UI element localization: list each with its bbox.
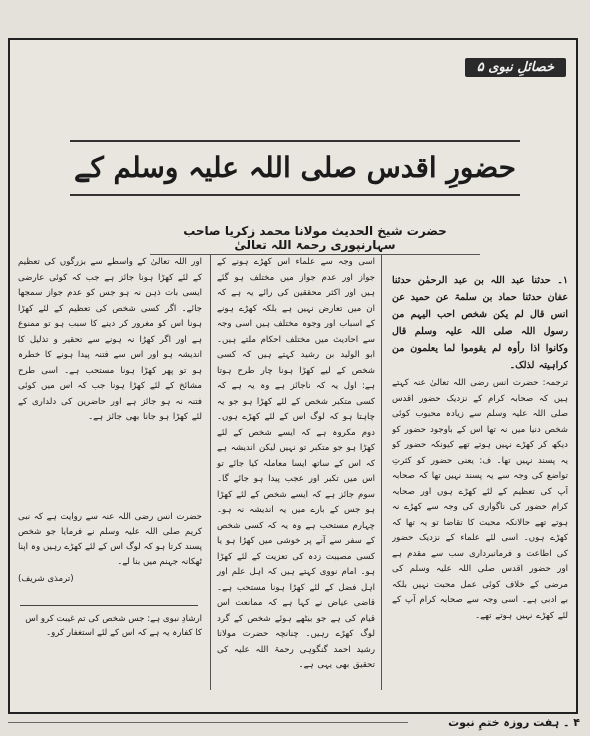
divider — [20, 605, 198, 606]
column-left — [18, 255, 202, 495]
hadith-translation: ترجمہ: حضرت انس رضی اللہ تعالیٰ عنہ کہتے ہیں کہ صحابہ کرام کے نزدیک حضور اقدس صلی اللہ علیہ وسلم سے زیادہ محبوب کوئی شخص دنیا میں نہ تھا اس کے باوجود حضور کو دیکھ کر کھڑے نہیں ہوتے تھے کیونکہ حضور کو یہ پسند نہیں تھا۔ ف: یعنی حضور کو کثرتِ تواضع کی وجہ سے یہ پسند نہیں تھا کہ صحابہ آپ کی تعظیم کے لئے کھڑے ہوں اور صحابہ کرام حضور کی ناگواری کی وجہ سے کھڑے نہ ہوتے تھے حالانکہ محبت کا تقاضا تو یہ تھا کہ کھڑے ہوں۔ اسی لئے علماء کے نزدیک حضور کی اطاعت و فرمانبرداری سب سے مقدم ہے اور حضور اقدس صلی اللہ علیہ وسلم کی مرضی کے خلاف کوئی عمل محبت نہیں بلکہ بے ادبی ہے۔ اسی وجہ سے صحابہ کرام آپ کے لئے کھڑے نہیں ہوتے تھے۔ — [392, 378, 568, 621]
prophetic-saying-note: ارشادِ نبوی ہے: جس شخص کی تم غیبت کرو اس کا کفارہ یہ ہے کہ اس کے لئے استغفار کرو۔ — [25, 614, 202, 638]
article-headline: حضورِ اقدس صلی اللہ علیہ وسلم کے — [70, 140, 520, 196]
hadith-arabic-text: ۱۔ حدثنا عبد اللہ بن عبد الرحمٰن حدثنا عفان حدثنا حماد بن سلمۃ عن حمید عن انس قال لم یکن شخص احب الیہم من رسول اللہ صلی اللہ علیہ وسلم قال وکانوا اذا رأوہ لم یقوموا لما یعلمون من کراہیتہ لذلک۔ — [392, 275, 568, 371]
page-footer: ۴ ۔ ہفت روزہ ختمِ نبوت — [448, 716, 580, 729]
column-left-text: اور اللہ تعالیٰ کے واسطے سے بزرگوں کی تعظیم کے لئے کھڑا ہونا جائز ہے جب کہ کوئی عارضی ایسی بات ذہن نہ ہو جس کو عدم جواز سمجھا جائے۔ اگر کسی شخص کی تعظیم کے لئے کھڑا ہونا اس کو مغرور کر دینے کا سبب ہو تو ممنوع ہے اور اگر کھڑا نہ ہونے سے تحقیر و تذلیل کا اندیشہ ہو اور اس سے فتنہ پیدا ہونے کا خطرہ ہو تو پھر کھڑا ہونا مستحب ہے۔ اسی طرح مشائخ کے لئے کھڑا ہونا جب کہ اس میں کوئی فتنہ نہ ہو جائز ہے اور حاضرین کی دلداری کے لئے کھڑا ہو جانا بھی جائز ہے۔ — [18, 257, 202, 422]
footer-divider — [8, 722, 408, 723]
hadith-quote-text: حضرت انس رضی اللہ عنہ سے روایت ہے کہ نبی کریم صلی اللہ علیہ وسلم نے فرمایا جو شخص پسند کرتا ہو کہ لوگ اس کے لئے کھڑے رہیں وہ اپنا ٹھکانہ جہنم میں بنا لے۔ — [18, 512, 202, 567]
hadith-quote-reference: (ترمذی شریف) — [18, 574, 74, 584]
section-tag: خصائلِ نبوی ۵ — [465, 58, 566, 77]
column-right — [392, 272, 568, 690]
column-middle-text: اسی وجہ سے علماء اس کھڑے ہونے کے جواز اور عدم جواز میں مختلف ہو گئے ہیں اور اکثر محققین کی رائے یہ ہے کہ ان میں تعارض نہیں ہے بلکہ کھڑے ہونے کے اسباب اور وجوہ مختلف ہیں اسی وجہ سے احادیث میں مختلف احکام ملتے ہیں۔ ابو الولید بن رشید کہتے ہیں کہ کسی شخص کے لیے کھڑا ہونا چار طرح ہوتا ہے: اول یہ کہ ناجائز ہے وہ یہ ہے کہ کسی متکبر شخص کے لئے کھڑا ہو جو یہ چاہتا ہو کہ لوگ اس کے لئے کھڑے ہوں۔ دوم مکروہ ہے کہ ایسے شخص کے لئے کھڑا ہو جو متکبر تو نہیں لیکن اندیشہ ہے کہ اس کے ساتھ ایسا معاملہ کیا جائے تو اس میں تکبر اور عجب پیدا ہو جائے گا۔ سوم جائز ہے کہ ایسے شخص کے لئے کھڑا ہو جس کے بارے میں یہ اندیشہ نہ ہو۔ چہارم مستحب ہے وہ یہ کہ کسی شخص کے سفر سے آنے پر خوشی میں کھڑا ہو یا کسی مصیبت زدہ کی تعزیت کے لئے کھڑا ہو۔ امام نووی کہتے ہیں کہ اہل علم اور اہل فضل کے لئے کھڑا ہونا مستحب ہے۔ قاضی عیاض نے کہا ہے کہ ممانعت اس قیام کی ہے جو بیٹھے ہوئے شخص کے گرد لوگ کھڑے رہیں۔ چنانچہ حضرت مولانا رشید احمد گنگوہی رحمۃ اللہ علیہ کی تحقیق بھی یہی ہے۔ — [217, 257, 375, 670]
column-middle — [210, 255, 382, 690]
author-byline: حضرت شیخ الحدیث مولانا محمد زکریا صاحب سہارنپوری رحمۃ اللہ تعالیٰ — [150, 224, 480, 255]
hadith-quote-box — [18, 510, 202, 600]
